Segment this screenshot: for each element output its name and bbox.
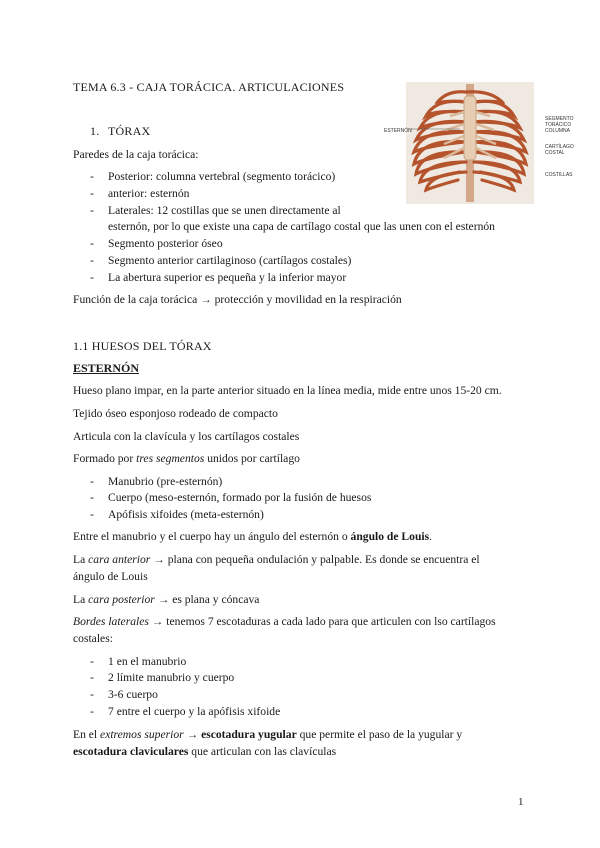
bullet-dash: - [90, 204, 94, 217]
esternon-title: ESTERNÓN [73, 361, 140, 375]
bullet-dash: - [90, 655, 94, 668]
paragraph-continuation: escotadura claviculares que articulan con las clavículas [73, 745, 337, 758]
paragraph: Entre el manubrio y el cuerpo hay un ángulo del esternón o ángulo de Louis. [73, 530, 433, 543]
label-segmento: SEGMENTO TORÁCICO COLUMNA [545, 116, 574, 134]
function-text: Función de la caja torácica → protección y movilidad en la respiración [73, 293, 402, 306]
paragraph: En el extremos superior → escotadura yugular que permite el paso de la yugular y [73, 728, 463, 741]
paragraph-continuation: costales: [73, 632, 113, 645]
paragraph: Articula con la clavícula y los cartílagos costales [73, 430, 300, 443]
paragraph-continuation: ángulo de Louis [73, 570, 148, 583]
bullet-dash: - [90, 491, 94, 504]
list-item: Laterales: 12 costillas que se unen directamente al [108, 204, 341, 217]
label-cartilago: CARTÍLAGO COSTAL [545, 144, 574, 156]
list-item: 7 entre el cuerpo y la apófisis xifoide [108, 705, 281, 718]
paragraph: Tejido óseo esponjoso rodeado de compacto [73, 407, 278, 420]
bullet-dash: - [90, 254, 94, 267]
bullet-dash: - [90, 187, 94, 200]
list-item: anterior: esternón [108, 187, 190, 200]
section-number: 1. [90, 124, 100, 138]
bullet-dash: - [90, 705, 94, 718]
bullet-dash: - [90, 688, 94, 701]
list-item: 2 límite manubrio y cuerpo [108, 671, 235, 684]
list-item: Posterior: columna vertebral (segmento torácico) [108, 170, 336, 183]
paragraph: La cara posterior → es plana y cóncava [73, 593, 260, 606]
list-item-continuation: esternón, por lo que existe una capa de cartílago costal que las unen con el esternón [108, 220, 495, 233]
label-leader-line [400, 126, 460, 132]
rib-cage-illustration [406, 82, 534, 204]
section-11-title: 1.1 HUESOS DEL TÓRAX [73, 339, 212, 353]
paragraph: La cara anterior → plana con pequeña ondulación y palpable. Es donde se encuentra el [73, 553, 480, 566]
list-item: Segmento posterior óseo [108, 237, 223, 250]
list-item: 3-6 cuerpo [108, 688, 158, 701]
list-item: Manubrio (pre-esternón) [108, 475, 223, 488]
bullet-dash: - [90, 271, 94, 284]
bullet-dash: - [90, 508, 94, 521]
paragraph: Bordes laterales → tenemos 7 escotaduras a cada lado para que articulen con lso cartílagos [73, 615, 496, 628]
label-esternon: ESTERNÓN [384, 128, 412, 134]
list-item: La abertura superior es pequeña y la inferior mayor [108, 271, 347, 284]
walls-intro: Paredes de la caja torácica: [73, 148, 199, 161]
bullet-dash: - [90, 671, 94, 684]
label-costillas: COSTILLAS [545, 172, 573, 178]
paragraph: Formado por tres segmentos unidos por cartílago [73, 452, 300, 465]
bullet-dash: - [90, 170, 94, 183]
paragraph: Hueso plano impar, en la parte anterior situado en la línea media, mide entre unos 15-20 cm. [73, 384, 502, 397]
bullet-dash: - [90, 475, 94, 488]
list-item: Cuerpo (meso-esternón, formado por la fusión de huesos [108, 491, 372, 504]
thorax-figure [406, 82, 534, 204]
section-title: TÓRAX [108, 124, 151, 138]
list-item: Apófisis xifoides (meta-esternón) [108, 508, 264, 521]
document-title: TEMA 6.3 - CAJA TORÁCICA. ARTICULACIONES [73, 80, 345, 94]
bullet-dash: - [90, 237, 94, 250]
page-number: 1 [518, 796, 524, 808]
list-item: Segmento anterior cartilaginoso (cartílagos costales) [108, 254, 352, 267]
list-item: 1 en el manubrio [108, 655, 187, 668]
